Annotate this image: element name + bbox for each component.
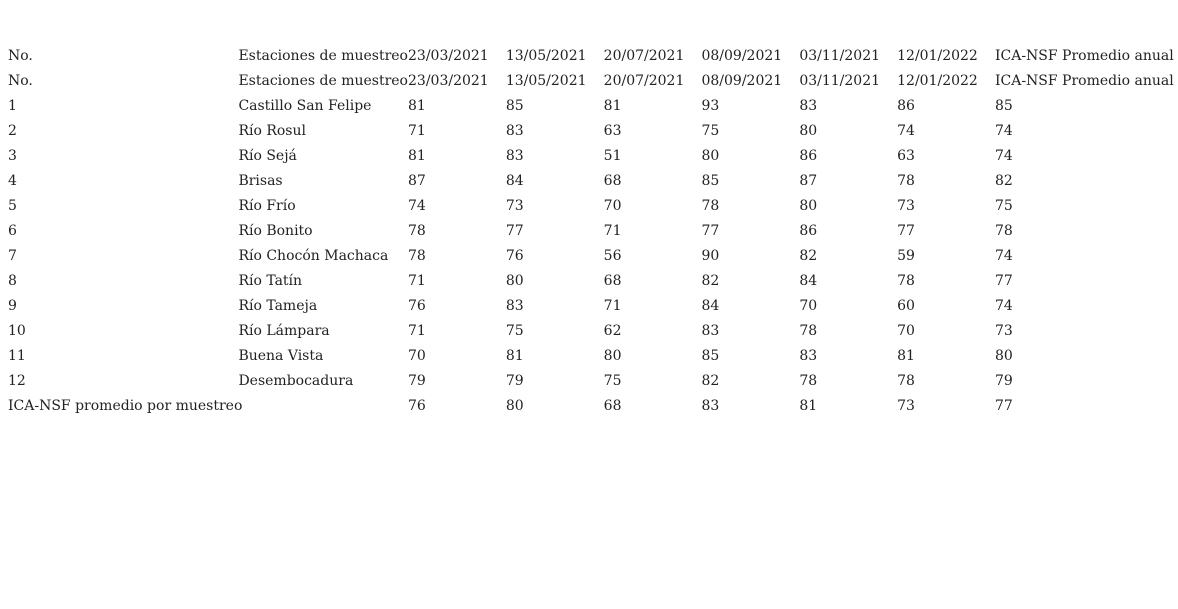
- cell-value: 84: [799, 272, 818, 289]
- cell-value: 76: [408, 297, 426, 314]
- header-cell-date-4: 08/09/2021: [701, 47, 783, 64]
- cell-value: 81: [505, 347, 524, 364]
- cell-value: 75: [505, 322, 524, 339]
- cell-value: 87: [799, 172, 818, 189]
- cell-value: 78: [408, 247, 426, 264]
- footer-value: 68: [603, 397, 622, 414]
- cell-no: 2: [8, 122, 17, 139]
- footer-label: ICA-NSF promedio por muestreo: [8, 397, 243, 414]
- cell-value: 80: [603, 347, 622, 364]
- cell-annual-average: 74: [994, 297, 1013, 314]
- cell-no: 10: [8, 322, 26, 339]
- cell-station: Desembocadura: [238, 372, 354, 389]
- cell-no: 5: [8, 197, 17, 214]
- cell-value: 82: [799, 247, 818, 264]
- cell-value: 70: [897, 322, 915, 339]
- cell-station: Río Lámpara: [238, 322, 330, 339]
- footer-value: 77: [994, 397, 1013, 414]
- cell-value: 74: [408, 197, 426, 214]
- cell-no: 6: [8, 222, 17, 239]
- table-header: [8, 43, 1178, 93]
- cell-annual-average: 73: [994, 322, 1013, 339]
- cell-annual-average: 79: [994, 372, 1013, 389]
- cell-value: 70: [799, 297, 818, 314]
- cell-value: 77: [897, 222, 915, 239]
- cell-annual-average: 75: [994, 197, 1013, 214]
- cell-station: Río Frío: [238, 197, 296, 214]
- cell-station: Castillo San Felipe: [238, 97, 372, 114]
- table-row: [8, 243, 1178, 268]
- table-footer: [8, 393, 1178, 418]
- cell-value: 78: [799, 372, 818, 389]
- header-cell-date-6: 12/01/2022: [897, 47, 978, 64]
- header-row: [8, 43, 1178, 68]
- cell-value: 86: [799, 222, 818, 239]
- cell-value: 80: [799, 122, 818, 139]
- footer-value: 81: [799, 397, 818, 414]
- footer-row: [8, 393, 1178, 418]
- cell-station: Brisas: [238, 172, 283, 189]
- header-cell-date-5: 03/11/2021: [799, 47, 881, 64]
- header-cell-date-3: 20/07/2021: [603, 47, 685, 64]
- cell-value: 77: [701, 222, 720, 239]
- header-cell-annual-average: ICA-NSF Promedio anual: [994, 72, 1174, 89]
- cell-value: 77: [505, 222, 524, 239]
- cell-value: 84: [505, 172, 524, 189]
- header-cell-date-5: 03/11/2021: [799, 72, 881, 89]
- cell-value: 73: [897, 197, 915, 214]
- cell-annual-average: 74: [994, 147, 1013, 164]
- header-cell-date-1: 23/03/2021: [408, 72, 489, 89]
- cell-value: 78: [701, 197, 720, 214]
- cell-value: 85: [701, 172, 720, 189]
- cell-value: 78: [897, 372, 915, 389]
- header-cell-station: Estaciones de muestreo: [238, 47, 408, 64]
- cell-value: 83: [505, 297, 524, 314]
- table-row: [8, 293, 1178, 318]
- cell-value: 79: [505, 372, 524, 389]
- cell-value: 83: [799, 347, 818, 364]
- cell-value: 74: [897, 122, 915, 139]
- cell-value: 79: [408, 372, 426, 389]
- cell-value: 71: [408, 272, 426, 289]
- cell-value: 70: [603, 197, 622, 214]
- cell-value: 76: [505, 247, 524, 264]
- cell-no: 4: [8, 172, 17, 189]
- cell-value: 78: [799, 322, 818, 339]
- table-row: [8, 368, 1178, 393]
- cell-value: 83: [701, 322, 720, 339]
- cell-value: 82: [701, 272, 720, 289]
- cell-value: 73: [505, 197, 524, 214]
- cell-value: 68: [603, 272, 622, 289]
- cell-no: 1: [8, 97, 17, 114]
- table-body: [8, 93, 1178, 393]
- cell-station: Río Rosul: [238, 122, 306, 139]
- cell-value: 60: [897, 297, 915, 314]
- footer-value: 80: [505, 397, 524, 414]
- cell-station: Río Bonito: [238, 222, 313, 239]
- cell-value: 93: [701, 97, 720, 114]
- header-cell-date-2: 13/05/2021: [505, 72, 587, 89]
- table-row: [8, 193, 1178, 218]
- cell-annual-average: 80: [994, 347, 1013, 364]
- cell-value: 71: [603, 222, 622, 239]
- cell-annual-average: 77: [994, 272, 1013, 289]
- table-row: [8, 268, 1178, 293]
- cell-value: 81: [408, 147, 426, 164]
- cell-value: 82: [701, 372, 720, 389]
- cell-value: 86: [897, 97, 915, 114]
- table-row: [8, 218, 1178, 243]
- cell-station: Río Sejá: [238, 147, 297, 164]
- cell-no: 3: [8, 147, 17, 164]
- header-row-repeat: [8, 68, 1178, 93]
- cell-annual-average: 78: [994, 222, 1013, 239]
- header-cell-no: No.: [8, 47, 33, 64]
- header-cell-date-2: 13/05/2021: [505, 47, 587, 64]
- table-row: [8, 318, 1178, 343]
- cell-value: 81: [603, 97, 622, 114]
- cell-value: 63: [603, 122, 622, 139]
- cell-station: Buena Vista: [238, 347, 324, 364]
- cell-no: 8: [8, 272, 17, 289]
- table-row: [8, 93, 1178, 118]
- ica-nsf-table: [8, 43, 1178, 418]
- table-row: [8, 343, 1178, 368]
- table-row: [8, 168, 1178, 193]
- cell-no: 11: [8, 347, 26, 364]
- cell-annual-average: 85: [994, 97, 1013, 114]
- cell-value: 86: [799, 147, 818, 164]
- cell-value: 78: [408, 222, 426, 239]
- cell-value: 51: [603, 147, 622, 164]
- footer-value: 73: [897, 397, 915, 414]
- cell-no: 7: [8, 247, 17, 264]
- footer-value: 76: [408, 397, 426, 414]
- cell-value: 63: [897, 147, 915, 164]
- table-row: [8, 143, 1178, 168]
- table-row: [8, 118, 1178, 143]
- cell-value: 71: [603, 297, 622, 314]
- header-cell-date-1: 23/03/2021: [408, 47, 489, 64]
- cell-no: 9: [8, 297, 17, 314]
- cell-annual-average: 74: [994, 122, 1013, 139]
- cell-value: 90: [701, 247, 720, 264]
- cell-value: 83: [505, 122, 524, 139]
- cell-value: 78: [897, 272, 915, 289]
- cell-station: Río Tameja: [238, 297, 318, 314]
- cell-value: 87: [408, 172, 426, 189]
- header-cell-date-6: 12/01/2022: [897, 72, 978, 89]
- cell-value: 80: [799, 197, 818, 214]
- cell-value: 83: [505, 147, 524, 164]
- cell-value: 85: [701, 347, 720, 364]
- cell-value: 80: [701, 147, 720, 164]
- header-cell-annual-average: ICA-NSF Promedio anual: [994, 47, 1174, 64]
- cell-no: 12: [8, 372, 26, 389]
- cell-value: 83: [799, 97, 818, 114]
- cell-value: 75: [603, 372, 622, 389]
- cell-value: 81: [897, 347, 915, 364]
- cell-value: 70: [408, 347, 426, 364]
- cell-value: 59: [897, 247, 915, 264]
- cell-station: Río Tatín: [238, 272, 303, 289]
- cell-value: 85: [505, 97, 524, 114]
- cell-value: 81: [408, 97, 426, 114]
- cell-value: 80: [505, 272, 524, 289]
- cell-value: 84: [701, 297, 720, 314]
- cell-value: 62: [603, 322, 622, 339]
- cell-value: 56: [603, 247, 622, 264]
- header-cell-date-3: 20/07/2021: [603, 72, 685, 89]
- cell-value: 71: [408, 322, 426, 339]
- footer-value: 83: [701, 397, 720, 414]
- cell-value: 75: [701, 122, 720, 139]
- cell-annual-average: 82: [994, 172, 1013, 189]
- header-cell-date-4: 08/09/2021: [701, 72, 783, 89]
- header-cell-station: Estaciones de muestreo: [238, 72, 408, 89]
- cell-station: Río Chocón Machaca: [238, 247, 389, 264]
- cell-annual-average: 74: [994, 247, 1013, 264]
- cell-value: 78: [897, 172, 915, 189]
- header-cell-no: No.: [8, 72, 33, 89]
- cell-value: 68: [603, 172, 622, 189]
- cell-value: 71: [408, 122, 426, 139]
